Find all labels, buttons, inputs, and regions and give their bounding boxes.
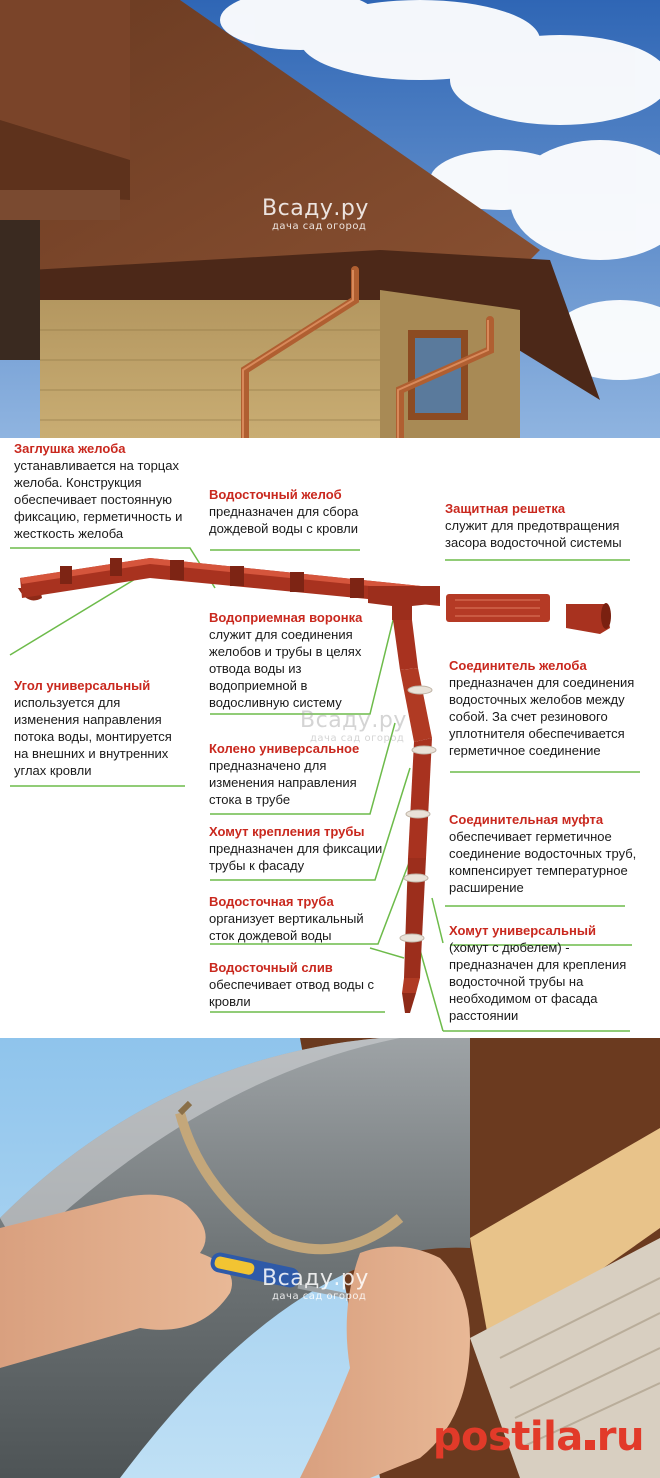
label-gutter: [209, 486, 379, 537]
label-funnel: [209, 609, 379, 711]
bottom-watermark-tagline: дача сад огород: [272, 1291, 367, 1302]
label-title: Заглушка желоба: [14, 441, 126, 456]
label-connector: [449, 657, 649, 759]
label-pipe-clamp: [209, 823, 394, 874]
downpipe-illustration: [393, 620, 436, 1013]
label-desc: обеспечивает герметичное соединение водосточных труб, компенсирует температурное расширение: [449, 829, 637, 895]
logo-dot-icon: [585, 1440, 595, 1450]
label-desc: служит для соединения желобов и трубы в целях отвода воды из водоприемной в водосливную систему: [209, 627, 362, 710]
watermark: [262, 196, 369, 232]
label-title: Колено универсальное: [209, 741, 360, 756]
installation-photo: [0, 1038, 660, 1478]
roof-photo: [0, 0, 660, 438]
watermark-brand: Всаду.ру: [262, 196, 369, 221]
label-title: Соединитель желоба: [449, 658, 587, 673]
label-corner: [14, 677, 184, 779]
label-title: Водосточный слив: [209, 960, 333, 975]
label-title: Угол универсальный: [14, 678, 151, 693]
label-desc: обеспечивает отвод воды с кровли: [209, 977, 375, 1009]
label-universal-clamp: [449, 922, 649, 1024]
bottom-watermark: [262, 1266, 369, 1302]
label-desc: предназначен для сбора дождевой воды с кровли: [209, 504, 359, 536]
postila-prefix: postila: [432, 1414, 583, 1460]
postila-logo: [433, 1414, 644, 1460]
label-title: Защитная решетка: [445, 501, 566, 516]
label-end-cap: [14, 440, 194, 542]
label-title: Хомут универсальный: [449, 923, 596, 938]
label-desc: предназначен для фиксации трубы к фасаду: [209, 841, 383, 873]
bottom-watermark-brand: Всаду.ру: [262, 1266, 369, 1291]
label-desc: предназначено для изменения направления стока в трубе: [209, 758, 357, 807]
label-guard: [445, 500, 645, 551]
drainage-diagram: [0, 438, 660, 1038]
label-desc: организует вертикальный сток дождевой воды: [209, 911, 364, 943]
label-title: Хомут крепления трубы: [209, 824, 365, 839]
diagram-watermark: [300, 708, 407, 744]
label-desc: (хомут с дюбелем) - предназначен для крепления водосточной трубы на необходимом от фасада расстоянии: [449, 940, 627, 1023]
label-desc: предназначен для соединения водосточных желобов между собой. За счет резинового уплотнителя обеспечивается герметичное соединение: [449, 675, 635, 758]
label-desc: устанавливается на торцах желоба. Конструкция обеспечивает постоянную фиксацию, герметичность и жесткость желоба: [14, 458, 183, 541]
label-title: Водоприемная воронка: [209, 610, 363, 625]
label-desc: служит для предотвращения засора водосточной системы: [445, 518, 622, 550]
label-elbow: [209, 740, 379, 808]
postila-suffix: ru: [596, 1414, 644, 1460]
label-title: Водосточная труба: [209, 894, 334, 909]
diagram-watermark-brand: Всаду.ру: [300, 708, 407, 733]
label-coupling: [449, 811, 639, 896]
label-title: Соединительная муфта: [449, 812, 604, 827]
diagram-watermark-tagline: дача сад огород: [310, 733, 405, 744]
label-title: Водосточный желоб: [209, 487, 342, 502]
label-downpipe: [209, 893, 384, 944]
watermark-tagline: дача сад огород: [272, 221, 367, 232]
label-outlet: [209, 959, 394, 1010]
label-desc: используется для изменения направления потока воды, монтируется на внешних и внутренних углах кровли: [14, 695, 172, 778]
